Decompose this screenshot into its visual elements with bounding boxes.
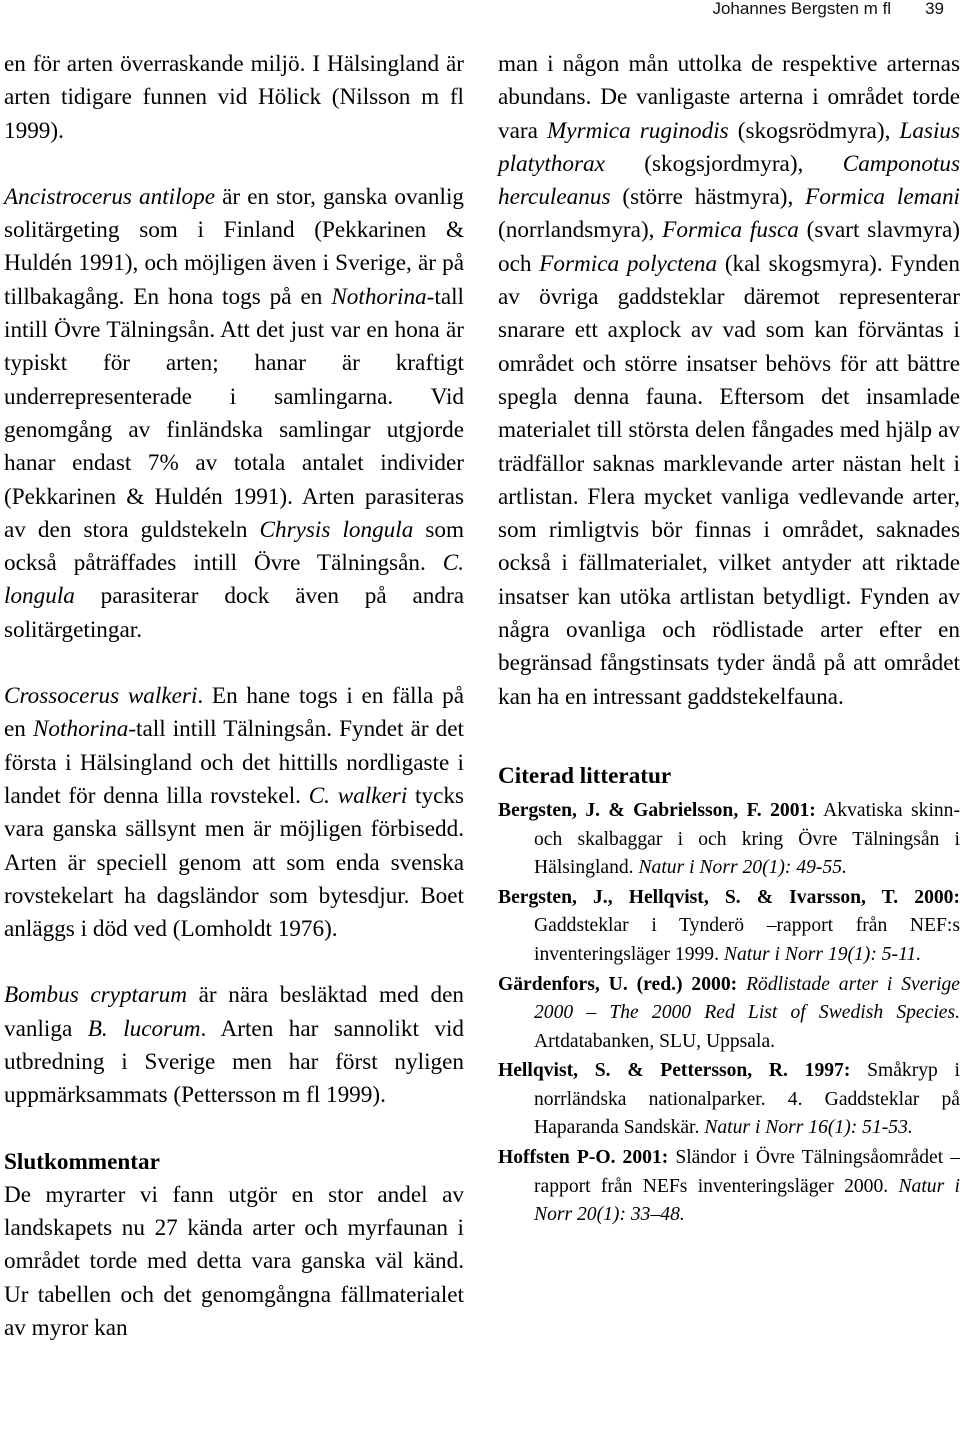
header-author: Johannes Bergsten m fl bbox=[712, 0, 892, 18]
paragraph: Ancistrocerus antilope är en stor, ganska ovanlig solitärgeting som i Finland (Pekkarinen & Huldén 1991), och möjligen även i Sverige, är på tillbakagång. En hona togs på en Nothorina-tall intill Övre Tälningsån. Att det just var en hona är typiskt för arten; hanar är kraftigt underrepresenterade i samlingarna. Vid genomgång av finländska samlingar utgjorde hanar endast 7% av totala antalet individer (Pekkarinen & Huldén 1991). Arten parasiteras av den stora guldstekeln Chrysis longula som också påträffades intill Övre Tälningsån. C. longula parasiterar dock även på andra solitärgetingar. bbox=[4, 183, 464, 643]
species-name: Formica polyctena bbox=[539, 250, 718, 277]
species-name: Camponotus herculeanus bbox=[498, 150, 960, 211]
right-column bbox=[498, 48, 960, 1231]
species-name: Formica lemani bbox=[805, 184, 960, 211]
left-column bbox=[4, 48, 464, 1345]
species-name: Myrmica ruginodis bbox=[546, 117, 729, 144]
reference-entry: Gärdenfors, U. (red.) 2000: Rödlistade arter i Sverige 2000 – The 2000 Red List of Swedish Species. Artdatabanken, SLU, Uppsala. bbox=[498, 973, 960, 1052]
species-name: B. lucorum bbox=[87, 1015, 201, 1042]
reference-entry: Bergsten, J. & Gabrielsson, F. 2001: Akvatiska skinn- och skalbaggar i och kring Övre Tälningsån i Hälsingland. Natur i Norr 20(1): 49-55. bbox=[498, 799, 960, 879]
species-name: Lasius platythorax bbox=[498, 117, 960, 177]
species-name: Chrysis longula bbox=[259, 516, 414, 543]
running-header bbox=[712, 0, 944, 20]
reference-entry: Hoffsten P-O. 2001: Sländor i Övre Tälningsåområdet – rapport från NEFs inventeringsläger 2000. Natur i Norr 20(1): 33–48. bbox=[498, 1147, 960, 1226]
species-name: C. longula bbox=[4, 550, 464, 610]
paragraph: man i någon mån uttolka de respektive arternas abundans. De vanligaste arterna i området torde vara Myrmica ruginodis (skogsrödmyra), Lasius platythorax (skogsjordmyra), Camponotus herculeanus (större hästmyra), Formica lemani (norrlandsmyra), Formica fusca (svart slavmyra) och Formica polyctena (kal skogsmyra). Fynden av övriga gaddsteklar däremot representerar snarare ett axplock av vad som kan förväntas i området och större insatser behövs för att bättre spegla denna fauna. Eftersom det insamlade materialet till största delen fångades med hjälp av trädfällor saknas marklevande arter nästan helt i artlistan. Flera mycket vanliga vedlevande arter, som rimligtvis bör finnas i området, saknades också i fällmaterialet, vilket antyder att riktade insatser kan utöka artlistan betydligt. Fynden av några ovanliga och rödlistade arter efter en begränsad fångstinsats tyder ändå på att området kan ha en intressant gaddstekelfauna. bbox=[498, 51, 960, 710]
page-number: 39 bbox=[925, 0, 944, 18]
species-name: Nothorina bbox=[32, 716, 129, 743]
paragraph: en för arten överraskande miljö. I Hälsingland är arten tidigare funnen vid Hölick (Nilsson m fl 1999). bbox=[4, 51, 464, 144]
species-name: Formica fusca bbox=[662, 217, 799, 244]
paragraph: Bombus cryptarum är nära besläktad med den vanliga B. lucorum. Arten har sannolikt vid utbredning i Sverige men har först nyligen uppmärksammats (Pettersson m fl 1999). bbox=[4, 982, 464, 1109]
paragraph: De myrarter vi fann utgör en stor andel av landskapets nu 27 kända arter och myrfaunan i området torde med detta vara ganska väl känd. Ur tabellen och det genomgångna fällmaterialet av myror kan bbox=[4, 1181, 464, 1341]
species-name: Crossocerus walkeri bbox=[4, 683, 198, 710]
section-heading: Slutkommentar bbox=[4, 1148, 160, 1175]
species-name: C. walkeri bbox=[308, 782, 408, 809]
reference-entry: Bergsten, J., Hellqvist, S. & Ivarsson, T. 2000: Gaddsteklar i Tynderö –rapport från NEF:s inventeringsläger 1999. Natur i Norr 19(1): 5-11. bbox=[498, 886, 960, 965]
reference-entry: Hellqvist, S. & Pettersson, R. 1997: Småkryp i norrländska nationalparker. 4. Gaddsteklar på Haparanda Sandskär. Natur i Norr 16(1): 51-53. bbox=[498, 1060, 960, 1139]
reference-list bbox=[498, 797, 960, 1230]
species-name: Ancistrocerus antilope bbox=[4, 183, 216, 210]
references-heading: Citerad litteratur bbox=[498, 762, 672, 789]
paragraph: Crossocerus walkeri. En hane togs i en fälla på en Nothorina-tall intill Tälningsån. Fyndet är det första i Hälsingland och det hittills nordligaste i landet för denna lilla rovstekel. C. walkeri tycks vara ganska sällsynt men är möjligen förbisedd. Arten är speciell genom att som enda svenska rovstekelart ha dagsländor som bytesdjur. Boet anläggs i död ved (Lomholdt 1976). bbox=[4, 683, 464, 943]
species-name: Bombus cryptarum bbox=[4, 982, 187, 1009]
species-name: Nothorina bbox=[331, 283, 427, 310]
